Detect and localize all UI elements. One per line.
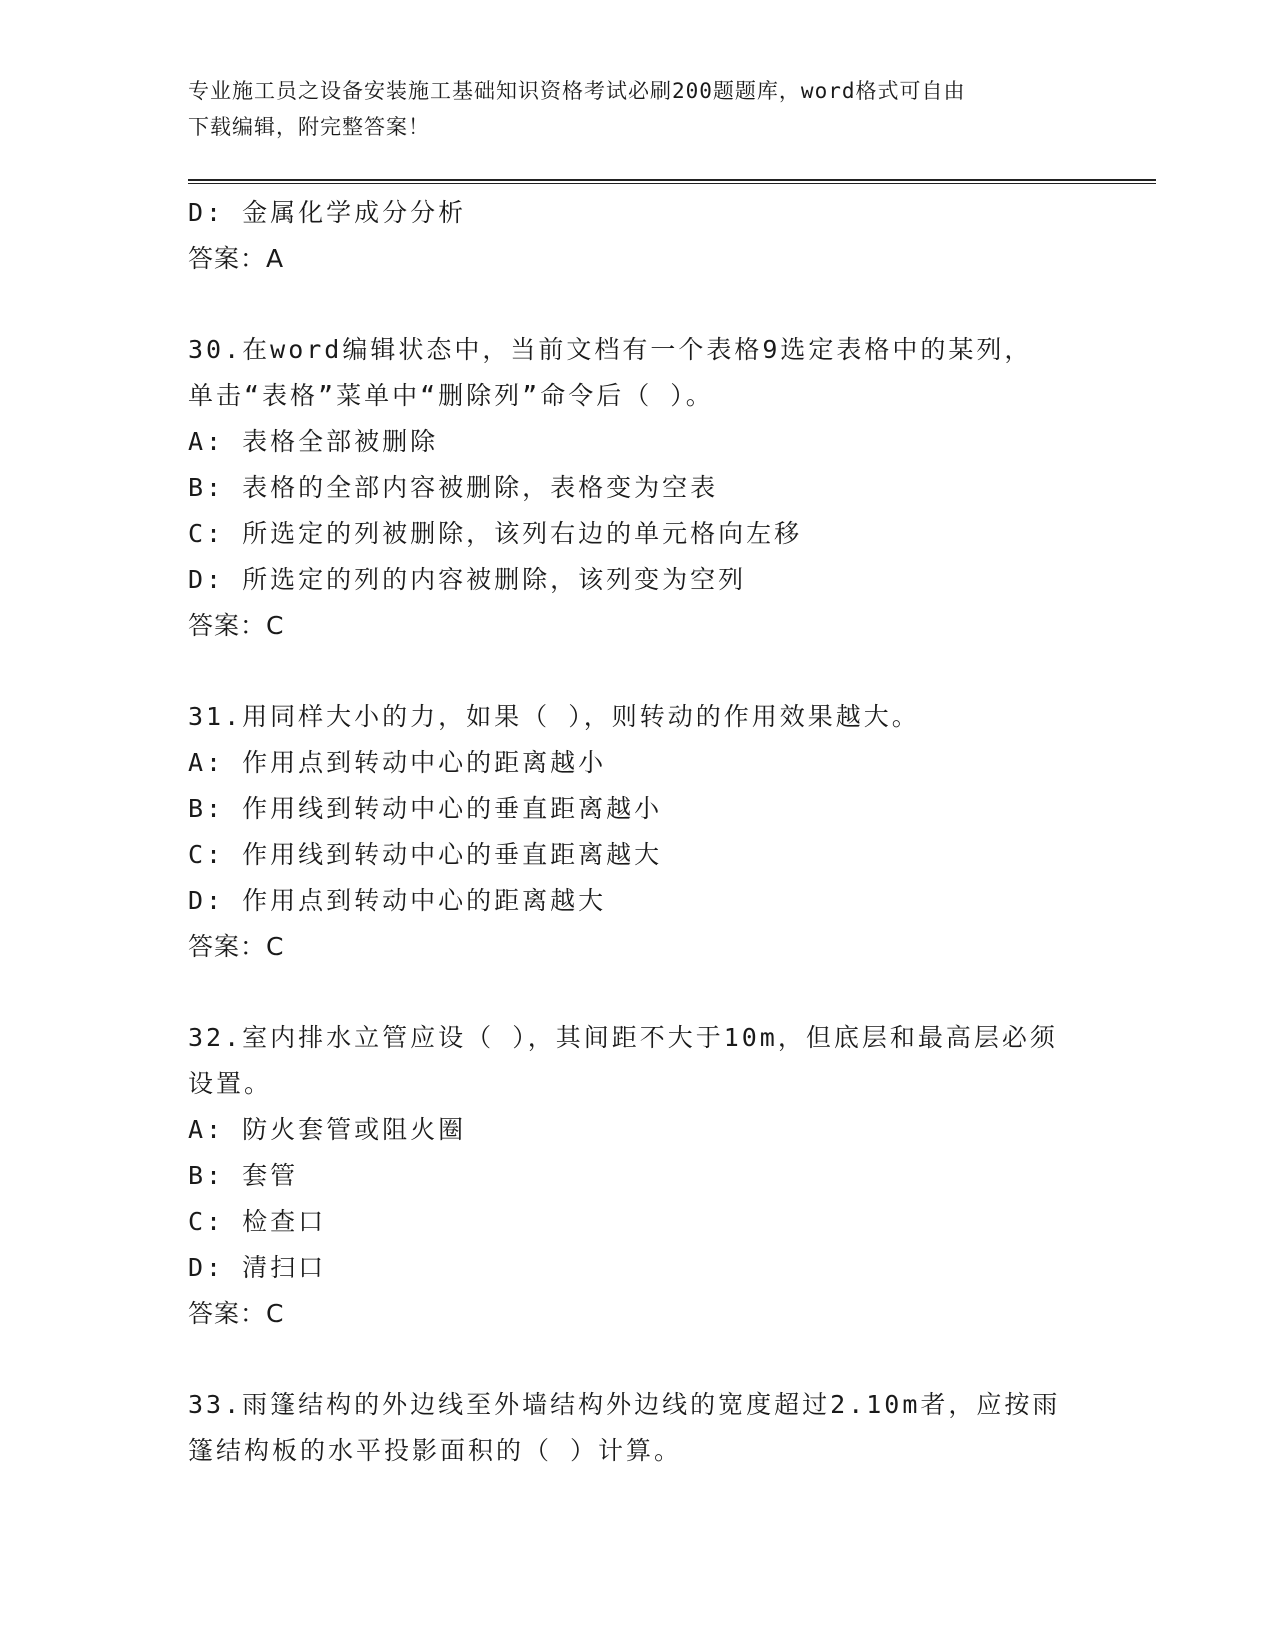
option-a: A: 表格全部被删除 bbox=[188, 427, 439, 456]
option-d: D: 清扫口 bbox=[188, 1253, 327, 1282]
question-text-line: 30.在word编辑状态中，当前文档有一个表格9选定表格中的某列， bbox=[188, 335, 1033, 364]
option-c: C: 作用线到转动中心的垂直距离越大 bbox=[188, 840, 663, 869]
header-line-1: 专业施工员之设备安装施工基础知识资格考试必刷200题题库，word格式可自由 bbox=[188, 79, 966, 103]
option-c: C: 检查口 bbox=[188, 1207, 327, 1236]
option-d: D: 作用点到转动中心的距离越大 bbox=[188, 886, 607, 915]
question-text-line: 单击“表格”菜单中“删除列”命令后（ ）。 bbox=[188, 381, 714, 410]
option-b: B: 作用线到转动中心的垂直距离越小 bbox=[188, 794, 663, 823]
option-c: C: 所选定的列被删除，该列右边的单元格向左移 bbox=[188, 519, 803, 548]
prev-option-d: D: 金属化学成分分析 bbox=[188, 198, 467, 227]
question-33 bbox=[188, 1382, 1108, 1474]
prev-answer: 答案：A bbox=[188, 244, 285, 273]
option-d: D: 所选定的列的内容被删除，该列变为空列 bbox=[188, 565, 747, 594]
question-32 bbox=[188, 1015, 1108, 1337]
question-30 bbox=[188, 327, 1108, 649]
document-header bbox=[188, 73, 1078, 145]
question-31 bbox=[188, 694, 1108, 970]
question-text-line: 33.雨篷结构的外边线至外墙结构外边线的宽度超过2.10m者，应按雨 bbox=[188, 1390, 1061, 1419]
option-b: B: 表格的全部内容被删除，表格变为空表 bbox=[188, 473, 719, 502]
answer: 答案：C bbox=[188, 1299, 285, 1328]
option-a: A: 防火套管或阻火圈 bbox=[188, 1115, 467, 1144]
answer: 答案：C bbox=[188, 611, 285, 640]
document-body bbox=[188, 190, 1108, 1474]
option-a: A: 作用点到转动中心的距离越小 bbox=[188, 748, 607, 777]
question-text-line: 31.用同样大小的力，如果（ ），则转动的作用效果越大。 bbox=[188, 702, 920, 731]
question-text-line: 篷结构板的水平投影面积的（ ）计算。 bbox=[188, 1436, 683, 1465]
header-rule-thin bbox=[188, 183, 1156, 184]
answer: 答案：C bbox=[188, 932, 285, 961]
question-text-line: 设置。 bbox=[188, 1069, 273, 1098]
header-rule-thick bbox=[188, 179, 1156, 181]
option-b: B: 套管 bbox=[188, 1161, 299, 1190]
question-text-line: 32.室内排水立管应设（ ），其间距不大于10m，但底层和最高层必须 bbox=[188, 1023, 1058, 1052]
header-line-2: 下载编辑，附完整答案！ bbox=[188, 115, 430, 139]
